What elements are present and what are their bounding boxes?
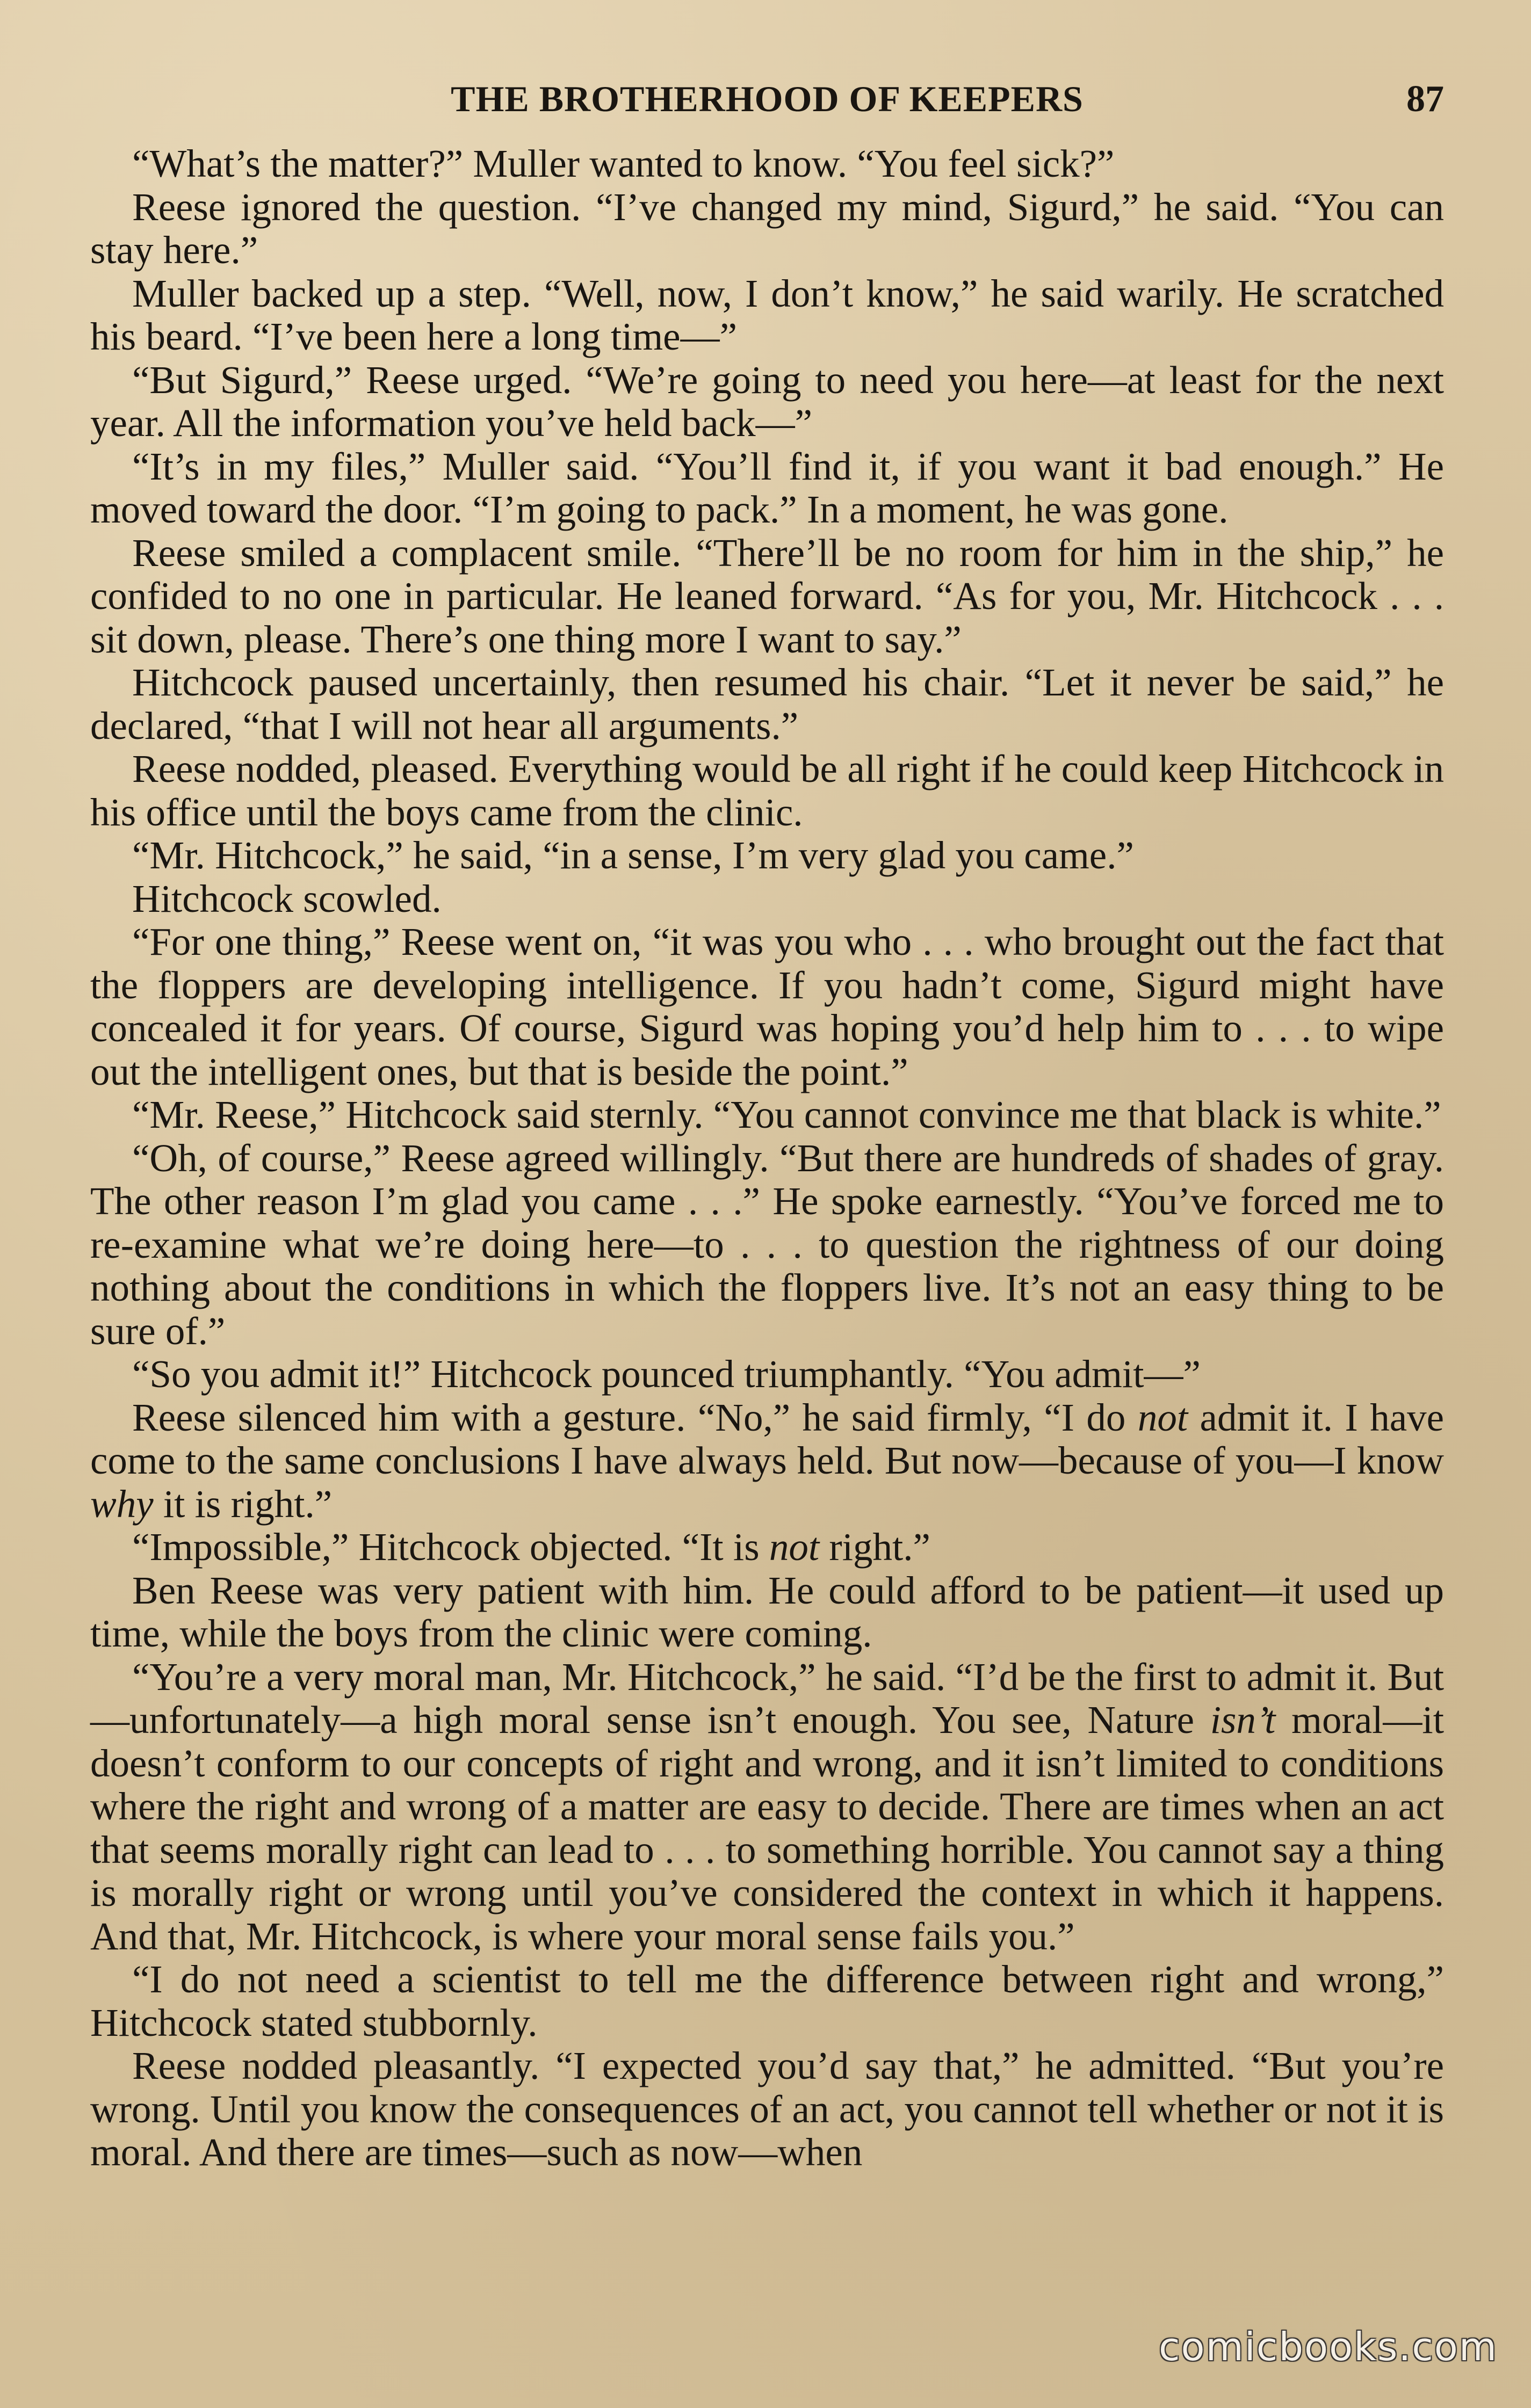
text-run: Reese nodded pleasantly. “I expected you’d say that,” he admitted. “But you’re wrong. Until you know the consequences of an act, you cannot tell whether or not it is moral. And there are times—such as now—when xyxy=(90,2044,1444,2174)
text-run: “Mr. Hitchcock,” he said, “in a sense, I’m very glad you came.” xyxy=(132,833,1134,877)
paragraph xyxy=(90,920,1444,1093)
paragraph xyxy=(90,186,1444,272)
paragraph xyxy=(90,834,1444,877)
text-run: Reese silenced him with a gesture. “No,” he said firmly, “I do xyxy=(132,1395,1138,1439)
text-run: moral—it doesn’t conform to our concepts of right and wrong, and it isn’t limited to conditions where the right and wrong of a matter are easy to decide. There are times when an act that seems morally right can lead to . . . to something horrible. You cannot say a thing is morally right or wrong until you’ve considered the context in which it happens. And that, Mr. Hitchcock, is where your moral sense fails you.” xyxy=(90,1698,1444,1958)
text-run: Reese ignored the question. “I’ve changed my mind, Sigurd,” he said. “You can stay here.” xyxy=(90,185,1444,272)
text-run: Muller backed up a step. “Well, now, I don’t know,” he said warily. He scratched his beard. “I’ve been here a long time—” xyxy=(90,271,1444,358)
paragraph xyxy=(90,2044,1444,2174)
paragraph xyxy=(90,142,1444,186)
text-run: “You’re a very moral man, Mr. Hitchcock,” he said. “I’d be the first to admit it. But—unfortunately—a high moral sense isn’t enough. You see, Nature xyxy=(90,1655,1444,1742)
text-run: “It’s in my files,” Muller said. “You’ll find it, if you want it bad enough.” He moved toward the door. “I’m going to pack.” In a moment, he was gone. xyxy=(90,444,1444,531)
page-header xyxy=(90,72,1444,132)
paragraph xyxy=(90,1569,1444,1656)
text-run: admit it. I have come to the same conclusions I have always held. But now—because of you—I know xyxy=(90,1395,1444,1482)
text-run: “So you admit it!” Hitchcock pounced triumphantly. “You admit—” xyxy=(132,1352,1201,1396)
paragraph xyxy=(90,877,1444,921)
text-run: it is right.” xyxy=(153,1482,333,1526)
text-run: “What’s the matter?” Muller wanted to know. “You feel sick?” xyxy=(132,142,1115,185)
text-run: “I do not need a scientist to tell me the difference between right and wrong,” Hitchcock stated stubbornly. xyxy=(90,1957,1444,2044)
running-head: THE BROTHERHOOD OF KEEPERS xyxy=(451,78,1084,119)
watermark: comicbooks.com xyxy=(1158,2324,1498,2369)
body-text xyxy=(90,142,1444,2174)
italic-text: not xyxy=(1137,1395,1188,1439)
paragraph xyxy=(90,1093,1444,1137)
text-run: Ben Reese was very patient with him. He could afford to be patient—it used up time, while the boys from the clinic were coming. xyxy=(90,1568,1444,1655)
text-run: “But Sigurd,” Reese urged. “We’re going to need you here—at least for the next year. All the information you’ve held back—” xyxy=(90,358,1444,445)
paragraph xyxy=(90,445,1444,532)
book-page xyxy=(90,72,1444,2174)
italic-text: why xyxy=(90,1482,154,1526)
paragraph xyxy=(90,532,1444,662)
paragraph xyxy=(90,1958,1444,2044)
text-run: “For one thing,” Reese went on, “it was you who . . . who brought out the fact that the floppers are developing intelligence. If you hadn’t come, Sigurd might have concealed it for years. Of course, Sigurd was hoping you’d help him to . . . to wipe out the intelligent ones, but that is beside the point.” xyxy=(90,920,1444,1093)
paragraph xyxy=(90,1526,1444,1569)
text-run: right.” xyxy=(819,1525,930,1569)
text-run: “Oh, of course,” Reese agreed willingly. “But there are hundreds of shades of gray. The other reason I’m glad you came . . .” He spoke earnestly. “You’ve forced me to re-examine what we’re doing here—to . . . to question the rightness of our doing nothing about the conditions in which the floppers live. It’s not an easy thing to be sure of.” xyxy=(90,1136,1444,1353)
paragraph xyxy=(90,748,1444,834)
italic-text: isn’t xyxy=(1210,1698,1276,1742)
text-run: Hitchcock scowled. xyxy=(132,876,442,920)
paragraph xyxy=(90,359,1444,445)
page-number: 87 xyxy=(1406,78,1444,120)
italic-text: not xyxy=(769,1525,820,1569)
text-run: “Impossible,” Hitchcock objected. “It is xyxy=(132,1525,769,1569)
paragraph xyxy=(90,1656,1444,1959)
text-run: Reese smiled a complacent smile. “There’ll be no room for him in the ship,” he confided to no one in particular. He leaned forward. “As for you, Mr. Hitchcock . . . sit down, please. There’s one thing more I want to say.” xyxy=(90,531,1444,661)
text-run: “Mr. Reese,” Hitchcock said sternly. “You cannot convince me that black is white.” xyxy=(132,1093,1441,1136)
paragraph xyxy=(90,661,1444,748)
text-run: Reese nodded, pleased. Everything would be all right if he could keep Hitchcock in his office until the boys came from the clinic. xyxy=(90,747,1444,834)
paragraph xyxy=(90,1396,1444,1526)
paragraph xyxy=(90,272,1444,359)
text-run: Hitchcock paused uncertainly, then resumed his chair. “Let it never be said,” he declared, “that I will not hear all arguments.” xyxy=(90,661,1444,748)
paragraph xyxy=(90,1137,1444,1353)
paragraph xyxy=(90,1353,1444,1396)
